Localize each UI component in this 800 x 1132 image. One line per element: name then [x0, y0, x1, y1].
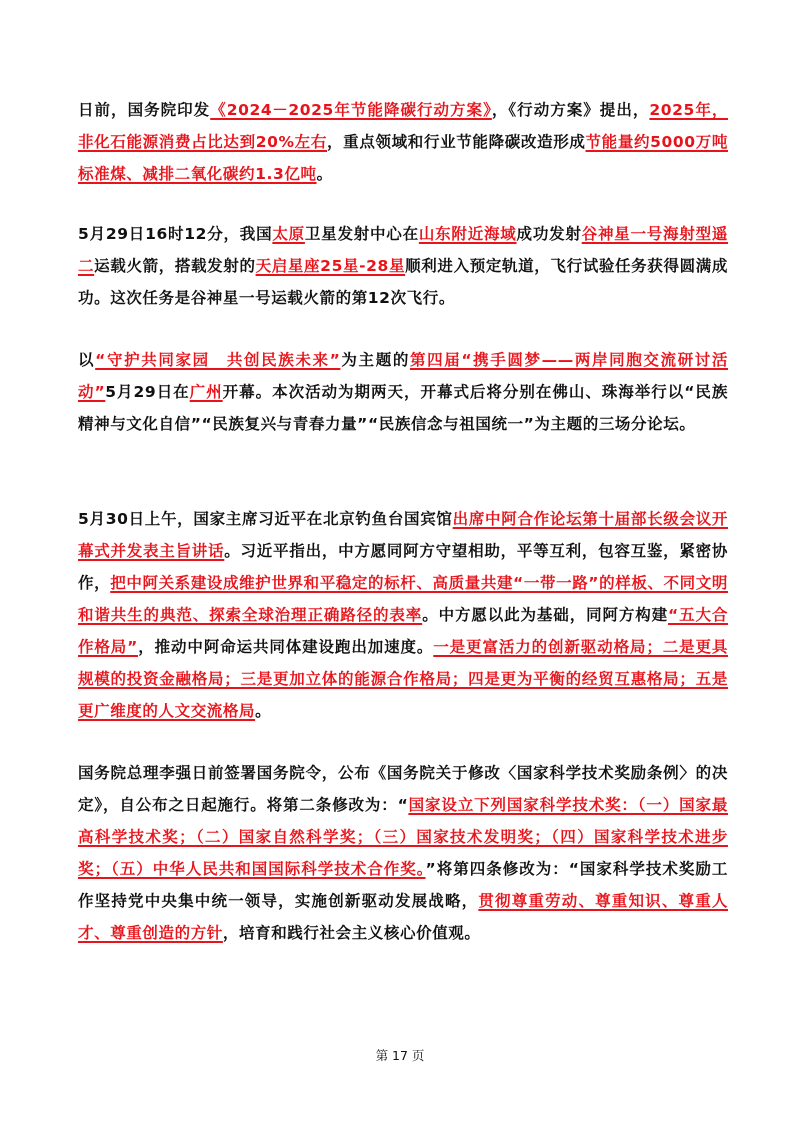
page-number: 第 17 页	[375, 1048, 425, 1063]
highlighted-text: 《2024－2025年节能降碳行动方案》	[210, 101, 492, 119]
paragraph-science-award-regulation	[78, 757, 728, 949]
body-text: ，重点领域和行业节能降碳改造形成	[327, 133, 586, 151]
body-text: 。	[255, 702, 272, 720]
highlighted-text: 节能量约5000万吨标准煤、减排二氧化碳约1.3亿吨	[78, 133, 728, 183]
body-text: 。中方愿以此为基础，同阿方构建	[422, 606, 669, 624]
body-text: ，推动中阿命运共同体建设跑出加速度。	[137, 638, 434, 656]
body-text: 5月29日在	[105, 383, 190, 401]
highlighted-text: 谷神星一号海射型遥二	[78, 225, 728, 275]
body-text: 以	[78, 351, 96, 369]
highlighted-text: 第四届“携手圆梦——两岸同胞交流研讨活动”	[78, 351, 729, 401]
paragraph-energy-plan	[78, 94, 728, 190]
body-text: 卫星发射中心在	[304, 225, 419, 243]
body-text: ”将第四条修改为：“国家科学技术奖励工作坚持党中央集中统一领导，实施创新驱动发展战略，	[78, 860, 728, 910]
body-text: 5月29日16时12分，我国	[78, 225, 273, 243]
highlighted-text: 贯彻尊重劳动、尊重知识、尊重人才、尊重创造的方针	[78, 892, 728, 942]
body-text: 运载火箭，搭载发射的	[94, 257, 256, 275]
highlighted-text: 2025年，非化石能源消费占比达到20%左右	[78, 101, 728, 151]
paragraph-china-arab-forum	[78, 503, 728, 727]
highlighted-text: 一是更富活力的创新驱动格局；二是更具规模的投资金融格局；三是更加立体的能源合作格局；四是更为平衡的经贸互惠格局；五是更广维度的人文交流格局	[78, 638, 728, 720]
body-text: 国务院总理李强日前签署国务院令，公布《国务院关于修改〈国家科学技术奖励条例〉的决定》，自公布之日起施行。将第二条修改为：“	[78, 764, 728, 814]
highlighted-text: 国家设立下列国家科学技术奖：（一）国家最高科学技术奖；（二）国家自然科学奖；（三）国家技术发明奖；（四）国家科学技术进步奖；（五）中华人民共和国国际科学技术合作奖。	[78, 796, 728, 878]
body-text: ，《行动方案》提出，	[491, 101, 650, 119]
paragraph-cross-strait-event	[78, 344, 728, 440]
body-text: 5月30日上午，国家主席习近平在北京钓鱼台国宾馆	[78, 510, 453, 528]
body-text: 开幕。本次活动为期两天，开幕式后将分别在佛山、珠海举行以“民族精神与文化自信”“民族复兴与青春力量”“民族信念与祖国统一”为主题的三场分论坛。	[78, 383, 729, 433]
body-text: 日前，国务院印发	[78, 101, 211, 119]
highlighted-text: 太原	[272, 225, 305, 243]
paragraph-rocket-launch	[78, 218, 728, 314]
highlighted-text: 把中阿关系建设成维护世界和平稳定的标杆、高质量共建“一带一路”的样板、不同文明和谐共生的典范、探索全球治理正确路径的表率	[78, 574, 729, 624]
body-text: 。	[316, 165, 333, 183]
body-text: 成功发射	[516, 225, 582, 243]
body-text: 顺利进入预定轨道，飞行试验任务获得圆满成功。这次任务是谷神星一号运载火箭的第12次飞行。	[78, 257, 728, 307]
highlighted-text: 天启星座25星-28星	[255, 257, 406, 275]
highlighted-text: 山东附近海域	[418, 225, 517, 243]
highlighted-text: “守护共同家园 共创民族未来”	[95, 351, 341, 369]
body-text: 为主题的	[340, 351, 410, 369]
body-text: ，培育和践行社会主义核心价值观。	[222, 924, 481, 942]
highlighted-text: 出席中阿合作论坛第十届部长级会议开幕式并发表主旨讲话	[78, 510, 728, 560]
highlighted-text: 广州	[189, 383, 223, 401]
body-text: 。习近平指出，中方愿同阿方守望相助，平等互利，包容互鉴，紧密协作，	[78, 542, 729, 592]
highlighted-text: “五大合作格局”	[78, 606, 728, 656]
